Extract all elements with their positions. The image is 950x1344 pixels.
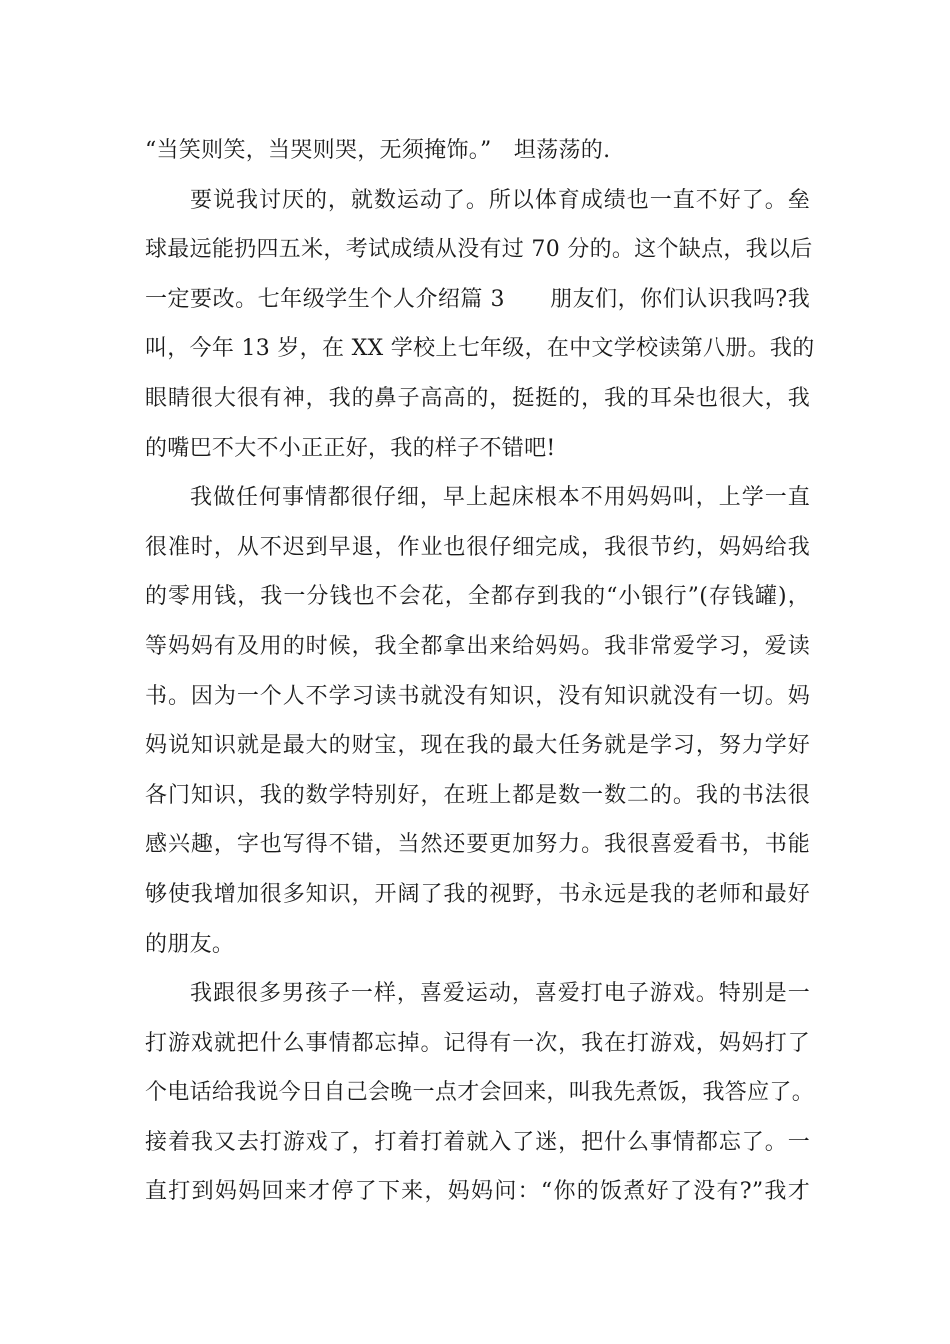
text-line: 接着我又去打游戏了，打着打着就入了迷，把什么事情都忘了。一: [145, 1129, 810, 1155]
text-line: 书。因为一个人不学习读书就没有知识，没有知识就没有一切。妈: [145, 683, 810, 709]
body-text: [145, 126, 815, 1217]
text-line: 眼睛很大很有神，我的鼻子高高的，挺挺的，我的耳朵也很大，我: [145, 385, 810, 411]
text-line: 我做任何事情都很仔细，早上起床根本不用妈妈叫，上学一直: [190, 485, 810, 511]
text-line: 妈说知识就是最大的财宝，现在我的最大任务就是学习，努力学好: [145, 733, 810, 759]
text-line: 叫，今年 13 岁，在 XX 学校上七年级，在中文学校读第八册。我的: [145, 336, 815, 362]
text-line: 一定要改。七年级学生个人介绍篇 3 朋友们，你们认识我吗?我: [145, 286, 810, 312]
text-line: 个电话给我说今日自己会晚一点才会回来，叫我先煮饭，我答应了。: [145, 1080, 815, 1106]
text-line: 很准时，从不迟到早退，作业也很仔细完成，我很节约，妈妈给我: [145, 534, 810, 560]
text-line: 要说我讨厌的，就数运动了。所以体育成绩也一直不好了。垒: [190, 187, 810, 213]
text-line: 感兴趣，字也写得不错，当然还要更加努力。我很喜爱看书，书能: [145, 832, 810, 858]
text-line: 球最远能扔四五米，考试成绩从没有过 70 分的。这个缺点，我以后: [145, 237, 813, 263]
text-line: 等妈妈有及用的时候，我全都拿出来给妈妈。我非常爱学习，爱读: [145, 633, 810, 659]
text-line: 的嘴巴不大不小正正好，我的样子不错吧!: [145, 435, 556, 461]
text-line: 打游戏就把什么事情都忘掉。记得有一次，我在打游戏，妈妈打了: [145, 1030, 810, 1056]
text-line: 的零用钱，我一分钱也不会花，全都存到我的“小银行”(存钱罐)，: [145, 584, 810, 610]
text-line: 够使我增加很多知识，开阔了我的视野，书永远是我的老师和最好: [145, 881, 810, 907]
text-line: 直打到妈妈回来才停了下来，妈妈问：“你的饭煮好了没有?”我才: [145, 1179, 810, 1205]
text-line: 我跟很多男孩子一样，喜爱运动，喜爱打电子游戏。特别是一: [190, 981, 810, 1007]
text-line: 各门知识，我的数学特别好，在班上都是数一数二的。我的书法很: [145, 782, 810, 808]
text-line: “当笑则笑，当哭则哭，无须掩饰。” 坦荡荡的.: [145, 138, 611, 163]
text-line: 的朋友。: [145, 931, 235, 957]
